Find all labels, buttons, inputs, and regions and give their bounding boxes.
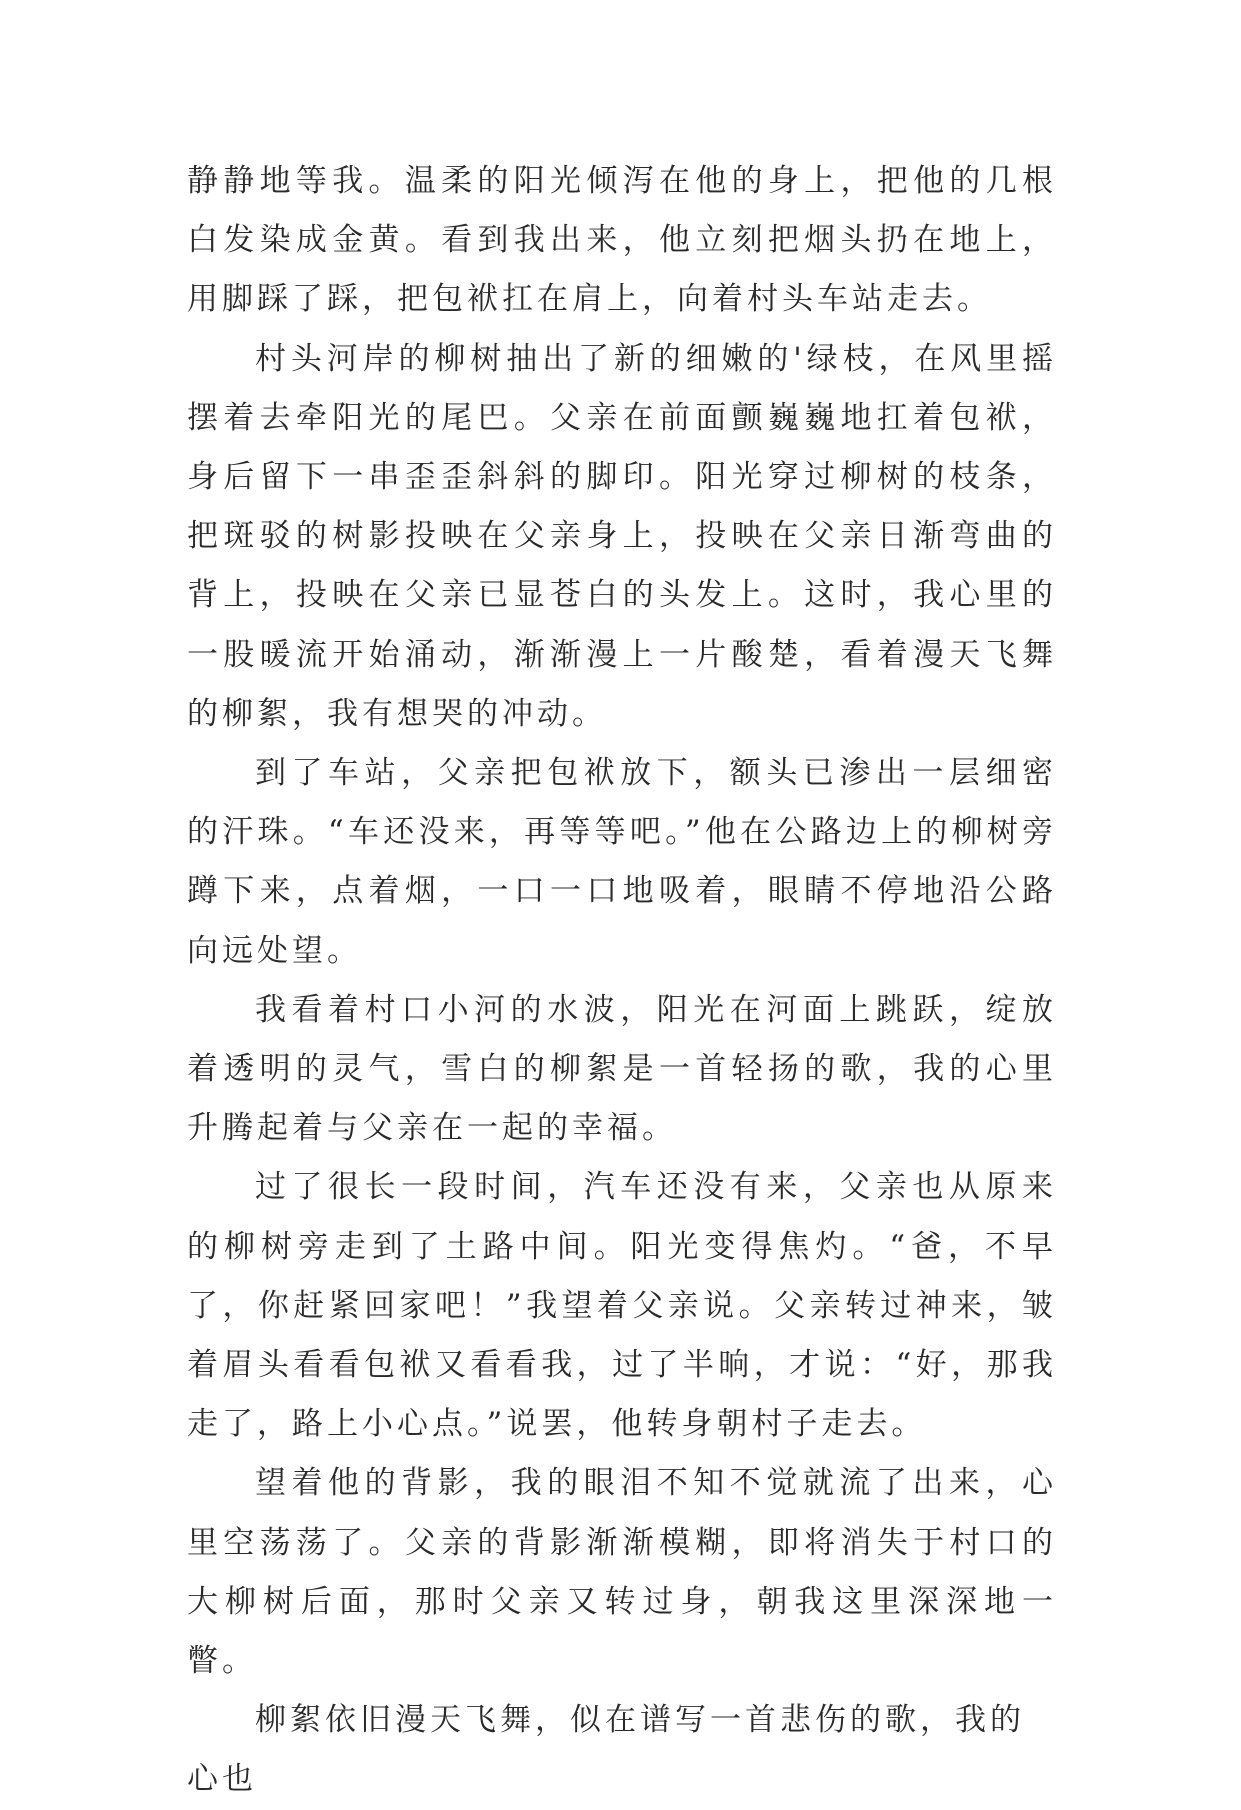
paragraph-6: 望着他的背影，我的眼泪不知不觉就流了出来，心里空荡荡了。父亲的背影渐渐模糊，即将消失于村口的大柳树后面，那时父亲又转过身，朝我这里深深地一瞥。 [187, 1465, 1057, 1680]
paragraph-2: 村头河岸的柳树抽出了新的细嫩的'绿枝，在风里摇摆着去牵阳光的尾巴。父亲在前面颤巍巍地扛着包袱，身后留下一串歪歪斜斜的脚印。阳光穿过柳树的枝条，把斑驳的树影投映在父亲身上，投映在父亲日渐弯曲的背上，投映在父亲已显苍白的头发上。这时，我心里的一股暖流开始涌动，渐渐漫上一片酸楚，看着漫天飞舞的柳絮，我有想哭的冲动。 [187, 340, 1057, 732]
article-body [187, 152, 1057, 1810]
paragraph-4: 我看着村口小河的水波，阳光在河面上跳跃，绽放着透明的灵气，雪白的柳絮是一首轻扬的歌，我的心里升腾起着与父亲在一起的幸福。 [187, 991, 1057, 1147]
paragraph-1: 静静地等我。温柔的阳光倾泻在他的身上，把他的几根白发染成金黄。看到我出来，他立刻把烟头扔在地上，用脚踩了踩，把包袱扛在肩上，向着村头车站走去。 [187, 163, 1057, 318]
paragraph-3: 到了车站，父亲把包袱放下，额头已渗出一层细密的汗珠。“车还没来，再等等吧。”他在公路边上的柳树旁蹲下来，点着烟，一口一口地吸着，眼睛不停地沿公路向远处望。 [187, 755, 1057, 969]
paragraph-5: 过了很长一段时间，汽车还没有来，父亲也从原来的柳树旁走到了土路中间。阳光变得焦灼。“爸，不早了，你赶紧回家吧！”我望着父亲说。父亲转过神来，皱着眉头看看包袱又看看我，过了半晌，才说：“好，那我走了，路上小心点。”说罢，他转身朝村子走去。 [187, 1169, 1057, 1443]
paragraph-7: 柳絮依旧漫天飞舞，似在谱写一首悲伤的歌，我的心也 [187, 1702, 1025, 1798]
